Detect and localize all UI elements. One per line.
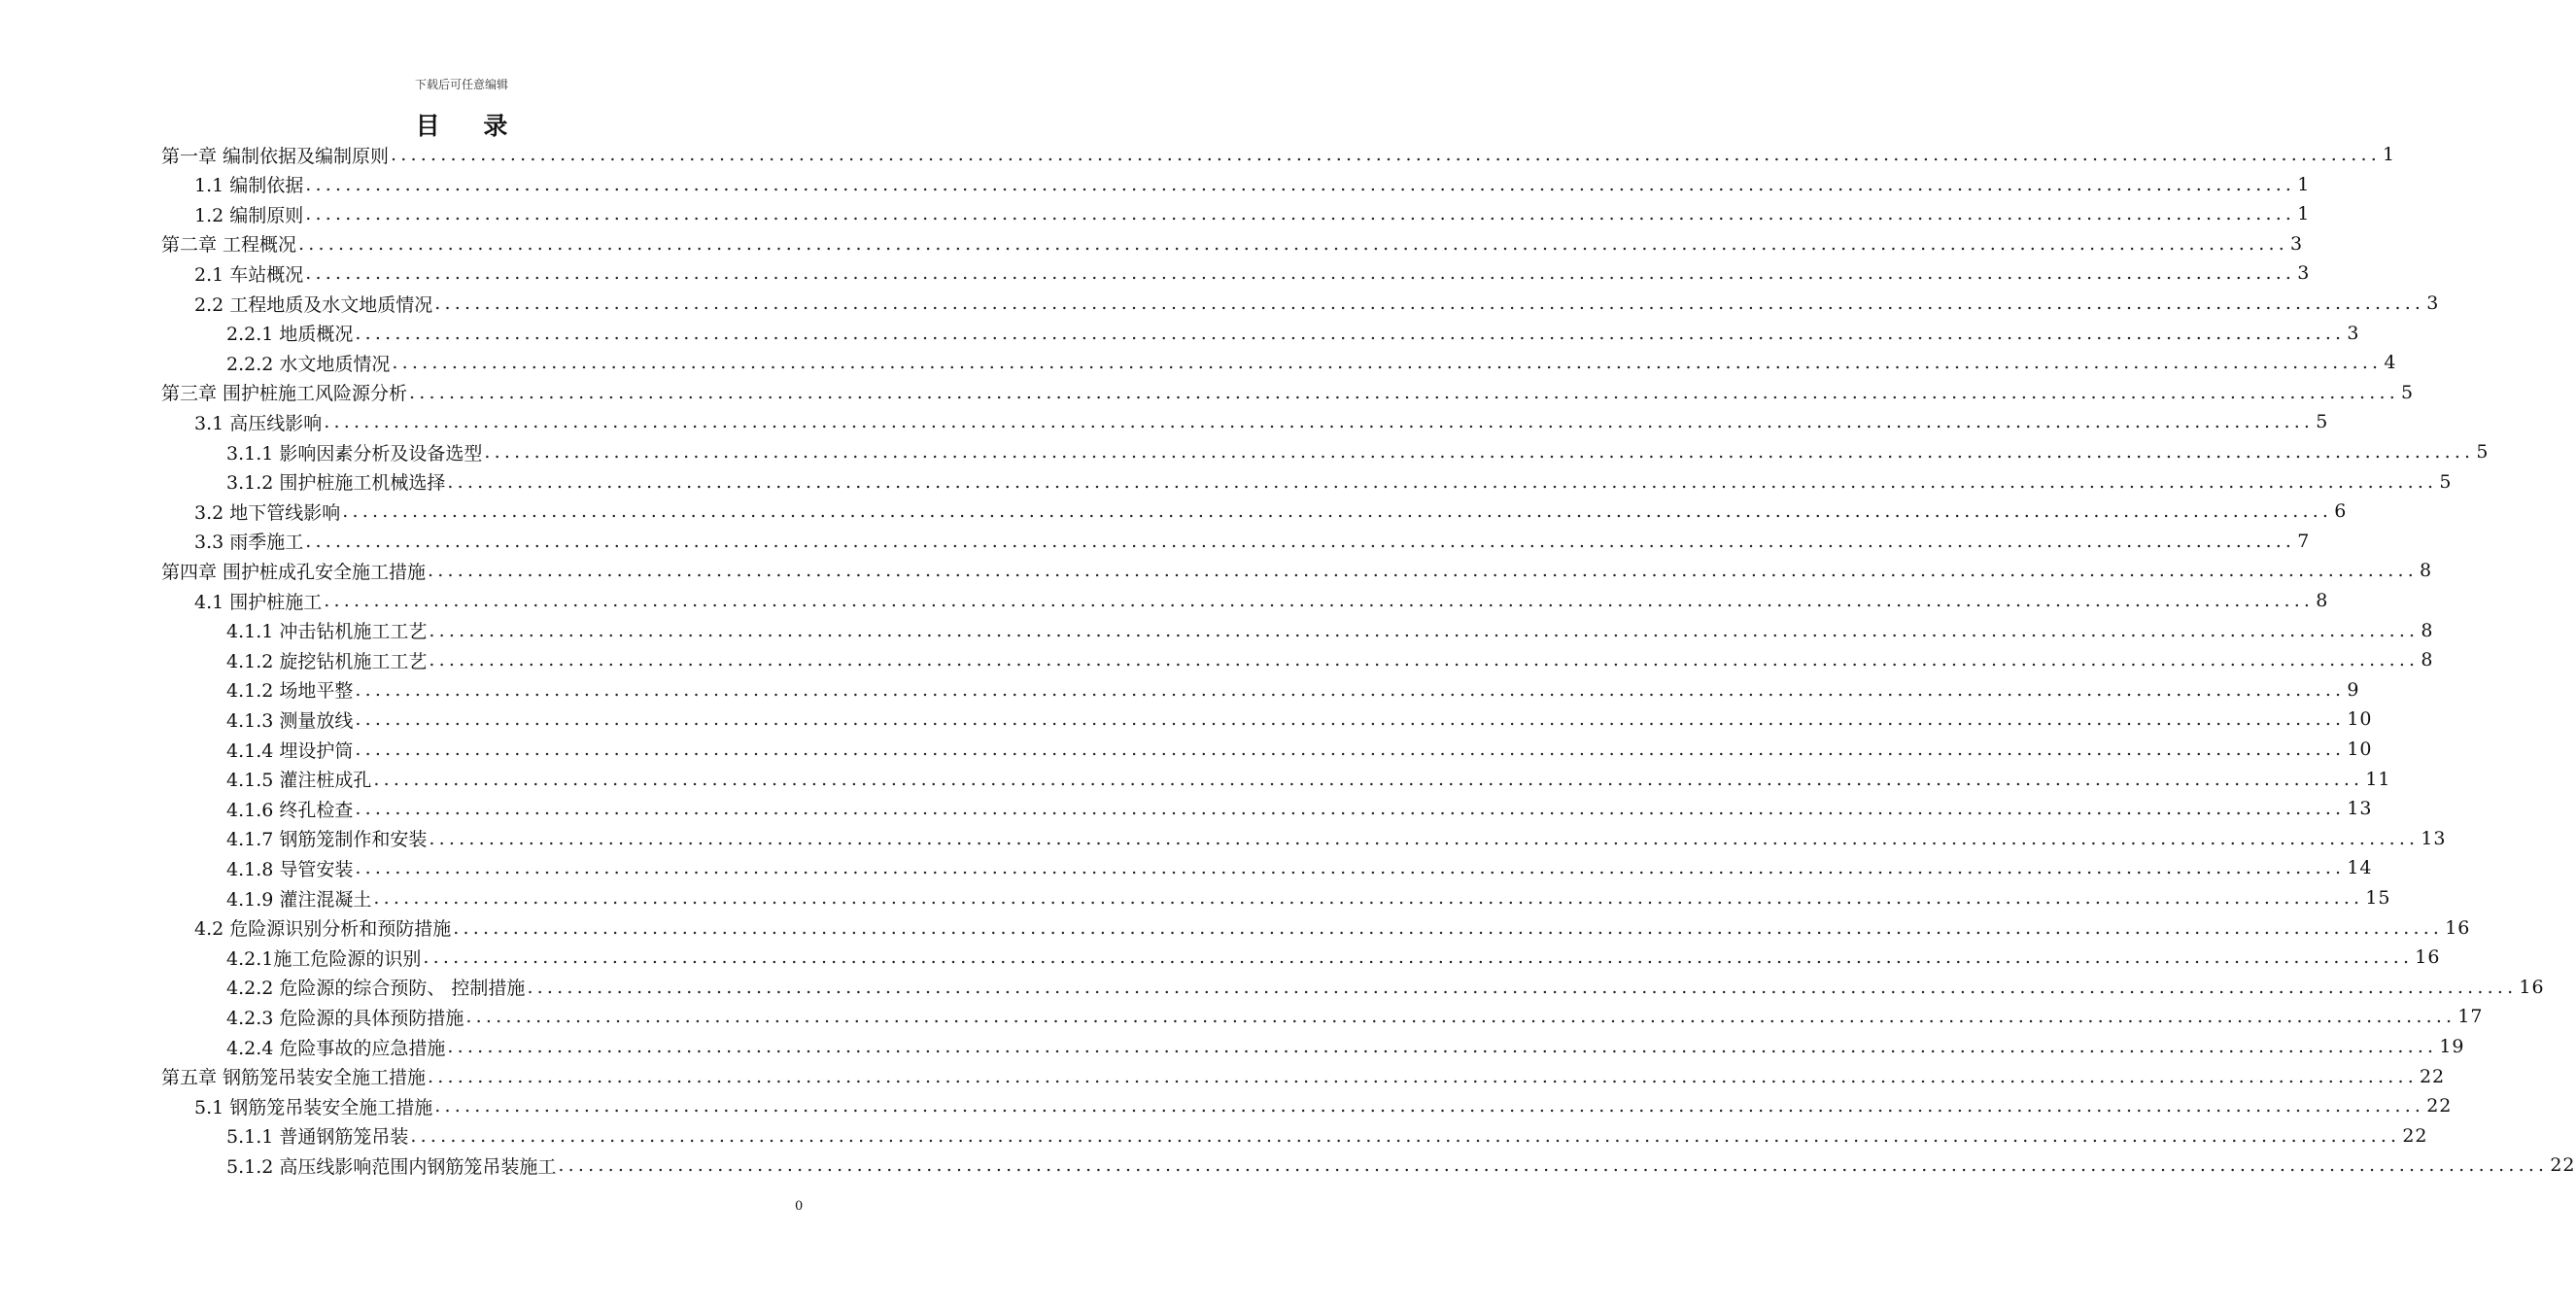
toc-entry-label: 第一章 编制依据及编制原则 — [161, 145, 390, 167]
toc-entry-page: 5 — [2439, 470, 2453, 493]
toc-entry — [226, 616, 2434, 645]
toc-entry — [226, 1032, 2465, 1061]
toc-entry-label: 4.1.6 终孔检查 — [226, 799, 354, 821]
toc-entry-page: 1 — [2297, 203, 2311, 225]
toc-leader-dots: ........................................................................................................................................................................................................ — [392, 352, 2383, 374]
toc-entry-label: 4.1.2 旋挖钻机施工工艺 — [226, 650, 428, 672]
toc-entry-page: 13 — [2421, 827, 2447, 849]
toc-entry-label: 4.2.2 危险源的综合预防、 控制措施 — [226, 978, 526, 1000]
toc-leader-dots: ........................................................................................................................................................................................................ — [409, 381, 2399, 403]
toc-entry-label: 第四章 围护桩成孔安全施工措施 — [161, 561, 427, 583]
toc-leader-dots: ........................................................................................................................................................................................................ — [355, 857, 2346, 879]
toc-leader-dots: ........................................................................................................................................................................................................ — [305, 173, 2296, 195]
toc-entry-label: 4.2.3 危险源的具体预防措施 — [226, 1007, 464, 1029]
toc-title: 目 录 — [415, 112, 526, 140]
toc-entry-page: 22 — [2419, 1065, 2446, 1087]
toc-leader-dots: ........................................................................................................................................................................................................ — [305, 203, 2296, 225]
toc-entry-label: 2.2 工程地质及水文地质情况 — [194, 293, 433, 316]
toc-entry-page: 8 — [2316, 590, 2329, 611]
toc-entry-label: 4.1.1 冲击钻机施工工艺 — [226, 621, 428, 643]
toc-entry — [226, 467, 2453, 497]
toc-entry-label: 3.1.2 围护桩施工机械选择 — [226, 472, 446, 495]
toc-entry-label: 1.1 编制依据 — [194, 175, 304, 197]
toc-entry-label: 第二章 工程概况 — [161, 234, 297, 257]
toc-entry-label: 第五章 钢筋笼吊装安全施工措施 — [161, 1067, 427, 1089]
toc-entry-label: 3.1.1 影响因素分析及设备选型 — [226, 442, 483, 464]
toc-entry-label: 4.1.7 钢筋笼制作和安装 — [226, 829, 428, 851]
toc-entry-page: 17 — [2457, 1006, 2484, 1028]
toc-entry-page: 4 — [2384, 352, 2397, 374]
toc-entry-page: 5 — [2316, 411, 2329, 433]
toc-entry-page: 22 — [2402, 1124, 2428, 1147]
toc-entry-page: 13 — [2347, 798, 2373, 820]
toc-entry-label: 4.1.9 灌注混凝土 — [226, 888, 372, 911]
toc-entry-page: 3 — [2289, 232, 2304, 255]
toc-entry — [226, 943, 2441, 972]
toc-entry-label: 2.2.2 水文地质情况 — [226, 353, 391, 375]
toc-leader-dots: ........................................................................................................................................................................................................ — [453, 916, 2444, 939]
toc-entry-label: 4.1.3 测量放线 — [226, 709, 354, 732]
toc-leader-dots: ........................................................................................................................................................................................................ — [373, 887, 2364, 909]
toc-entry-label: 2.1 车站概况 — [194, 263, 304, 286]
toc-entry-page: 3 — [2297, 262, 2311, 285]
toc-entry-page: 8 — [2421, 619, 2434, 641]
toc-entry-page: 11 — [2365, 768, 2391, 790]
toc-entry-page: 14 — [2347, 857, 2373, 879]
toc-leader-dots: ........................................................................................................................................................................................................ — [355, 322, 2346, 344]
toc-entry-label: 4.1.4 埋设护筒 — [226, 739, 354, 762]
toc-leader-dots: ........................................................................................................................................................................................................ — [423, 946, 2414, 969]
toc-leader-dots: ........................................................................................................................................................................................................ — [558, 1154, 2549, 1177]
toc-entry — [226, 437, 2490, 466]
toc-leader-dots: ........................................................................................................................................................................................................ — [484, 441, 2475, 463]
toc-leader-dots: ........................................................................................................................................................................................................ — [429, 619, 2420, 641]
toc-entry — [226, 853, 2373, 882]
toc-leader-dots: ........................................................................................................................................................................................................ — [465, 1006, 2456, 1028]
toc-entry-label: 4.1.5 灌注桩成孔 — [226, 770, 372, 792]
toc-leader-dots: ........................................................................................................................................................................................................ — [410, 1124, 2401, 1147]
toc-leader-dots: ........................................................................................................................................................................................................ — [298, 232, 2288, 255]
toc-entry-label: 4.2 危险源识别分析和预防措施 — [194, 918, 452, 941]
toc-entry-label: 4.1.2 场地平整 — [226, 680, 354, 703]
toc-entry-label: 2.2.1 地质概况 — [226, 324, 354, 346]
toc-entry — [194, 199, 2311, 228]
toc-entry — [194, 170, 2311, 199]
toc-entry — [194, 913, 2471, 943]
toc-entry-page: 16 — [2445, 916, 2471, 939]
toc-entry-page: 8 — [2419, 560, 2433, 582]
toc-leader-dots: ........................................................................................................................................................................................................ — [447, 1036, 2438, 1057]
toc-entry-page: 7 — [2297, 530, 2311, 552]
toc-leader-dots: ........................................................................................................................................................................................................ — [324, 411, 2315, 433]
toc-leader-dots: ........................................................................................................................................................................................................ — [355, 798, 2346, 820]
toc-entry-page: 5 — [2476, 441, 2490, 463]
toc-entry — [226, 883, 2391, 912]
toc-leader-dots: ........................................................................................................................................................................................................ — [305, 262, 2296, 285]
toc-entry — [194, 289, 2440, 318]
toc-entry-page: 10 — [2347, 739, 2373, 760]
toc-entry — [226, 319, 2360, 348]
toc-entry — [226, 794, 2373, 823]
toc-entry-label: 4.2.1施工危险源的识别 — [226, 947, 422, 970]
toc-entry — [161, 556, 2433, 585]
page-header: 下载后可任意编辑 — [414, 78, 508, 91]
toc-entry — [226, 735, 2373, 764]
toc-entry — [226, 675, 2360, 705]
toc-entry-label: 4.1 围护桩施工 — [194, 591, 323, 613]
toc-entry-page: 9 — [2347, 678, 2360, 701]
toc-entry-label: 1.2 编制原则 — [194, 204, 304, 226]
toc-leader-dots: ........................................................................................................................................................................................................ — [429, 827, 2420, 849]
toc-entry — [161, 229, 2304, 258]
toc-entry-label: 4.2.4 危险事故的应急措施 — [226, 1037, 446, 1059]
toc-entry-page: 16 — [2519, 976, 2545, 998]
toc-entry — [194, 258, 2311, 288]
toc-entry-label: 4.1.8 导管安装 — [226, 858, 354, 880]
toc-entry-page: 15 — [2365, 887, 2391, 909]
toc-entry-label: 3.2 地下管线影响 — [194, 501, 341, 524]
toc-leader-dots: ........................................................................................................................................................................................................ — [373, 768, 2364, 790]
toc-leader-dots: ........................................................................................................................................................................................................ — [434, 292, 2425, 314]
toc-entry-label: 第三章 围护桩施工风险源分析 — [161, 383, 408, 405]
toc-entry — [226, 824, 2447, 853]
toc-entry-label: 5.1.1 普通钢筋笼吊装 — [226, 1126, 409, 1149]
toc-leader-dots: ........................................................................................................................................................................................................ — [428, 560, 2418, 582]
toc-entry — [226, 973, 2545, 1002]
toc-entry-page: 16 — [2415, 946, 2441, 969]
toc-leader-dots: ........................................................................................................................................................................................................ — [447, 470, 2438, 493]
toc-entry — [194, 527, 2311, 556]
toc-entry — [194, 586, 2329, 615]
toc-entry — [194, 407, 2329, 436]
toc-entry-page: 10 — [2347, 708, 2373, 731]
toc-entry — [194, 1091, 2453, 1120]
toc-leader-dots: ........................................................................................................................................................................................................ — [355, 739, 2346, 760]
toc-entry-page: 1 — [2382, 144, 2396, 165]
toc-leader-dots: ........................................................................................................................................................................................................ — [527, 976, 2518, 998]
toc-entry — [226, 1121, 2428, 1151]
toc-entry — [161, 1062, 2446, 1091]
toc-entry-page: 22 — [2426, 1095, 2453, 1117]
toc-leader-dots: ........................................................................................................................................................................................................ — [434, 1095, 2425, 1117]
toc-leader-dots: ........................................................................................................................................................................................................ — [391, 144, 2381, 165]
toc-leader-dots: ........................................................................................................................................................................................................ — [429, 649, 2420, 671]
toc-leader-dots: ........................................................................................................................................................................................................ — [305, 530, 2296, 552]
toc-entry — [161, 378, 2415, 407]
toc-entry-label: 5.1.2 高压线影响范围内钢筋笼吊装施工 — [226, 1155, 557, 1178]
toc-leader-dots: ........................................................................................................................................................................................................ — [355, 708, 2346, 731]
toc-entry-page: 19 — [2439, 1036, 2465, 1057]
toc-entry-page: 3 — [2347, 322, 2360, 344]
toc-entry-page: 3 — [2426, 292, 2440, 314]
toc-entry-label: 5.1 钢筋笼吊装安全施工措施 — [194, 1096, 433, 1118]
toc-entry — [161, 140, 2396, 169]
toc-entry-label: 3.3 雨季施工 — [194, 532, 304, 554]
toc-entry — [226, 1002, 2484, 1031]
toc-entry — [194, 497, 2348, 526]
toc-leader-dots: ........................................................................................................................................................................................................ — [324, 590, 2315, 611]
toc-entry — [226, 765, 2391, 794]
toc-leader-dots: ........................................................................................................................................................................................................ — [342, 500, 2333, 523]
toc-leader-dots: ........................................................................................................................................................................................................ — [428, 1065, 2418, 1087]
toc-entry — [226, 705, 2373, 734]
toc-entry-page: 1 — [2297, 173, 2311, 195]
toc-entry-page: 8 — [2421, 649, 2434, 671]
toc-entry-page: 5 — [2400, 381, 2415, 403]
toc-entry — [226, 1151, 2576, 1180]
toc-entry-page: 6 — [2334, 500, 2348, 523]
toc-entry — [226, 645, 2434, 674]
toc-leader-dots: ........................................................................................................................................................................................................ — [355, 678, 2346, 701]
toc-entry-label: 3.1 高压线影响 — [194, 412, 323, 434]
toc-entry-page: 22 — [2550, 1154, 2576, 1177]
page-number: 0 — [795, 1199, 804, 1214]
toc-entry — [226, 348, 2397, 377]
